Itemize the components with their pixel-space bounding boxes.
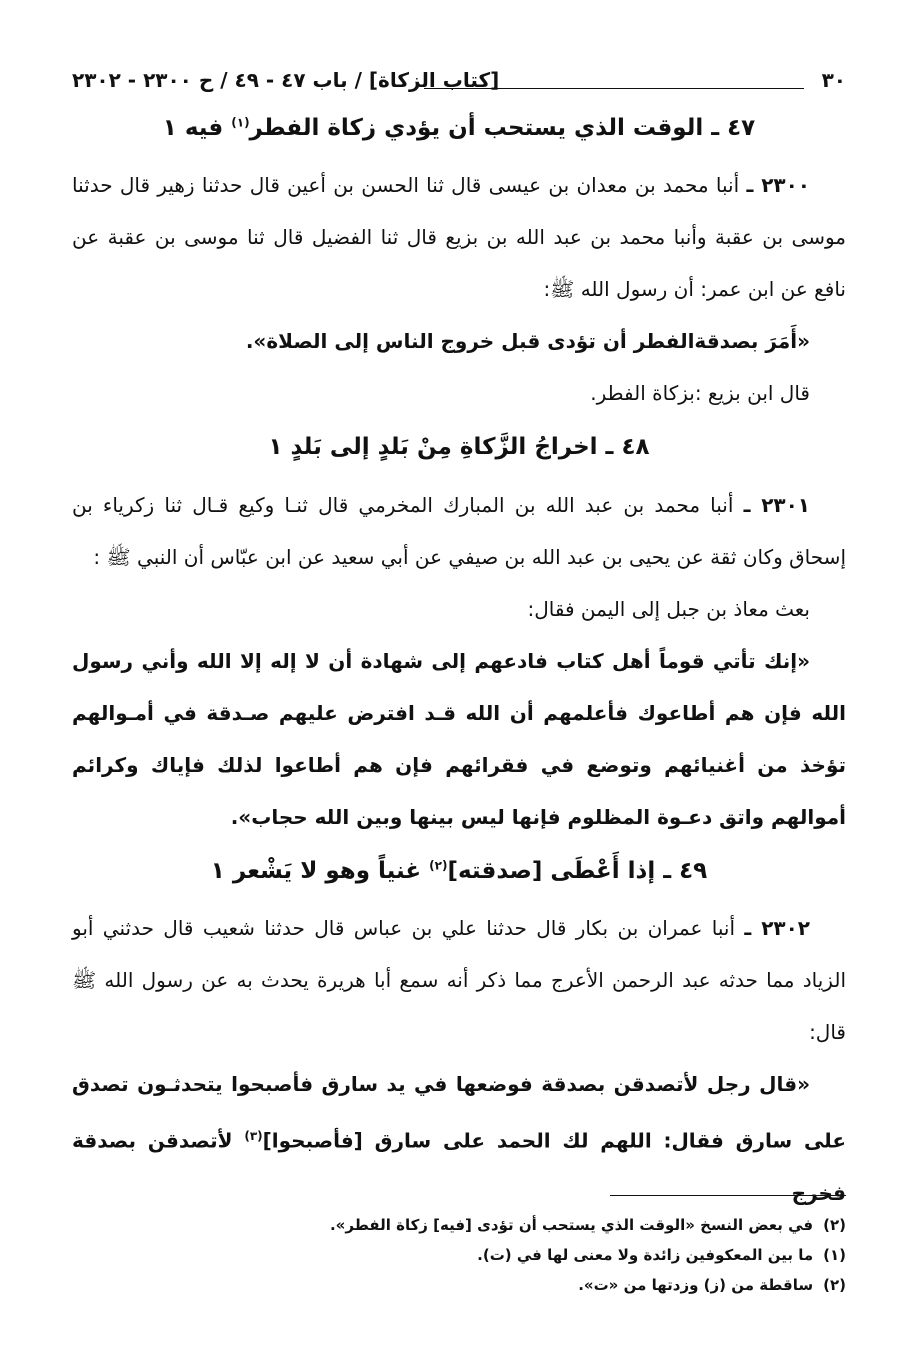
hadith-2301 <box>72 479 846 583</box>
footnote <box>72 1270 846 1300</box>
footnote-ref: (١) <box>231 115 250 130</box>
hadith-text: أنبا عمران بن بكار قال حدثنا علي بن عباس قال حدثنا شعيب قال حدثني أبو الزياد مما حدثه عبد الرحمن الأعرج مما ذكر أنه سمع أبا هريرة يحدث به عن رسول الله ﷺ قال: <box>72 916 846 1045</box>
book-page <box>72 60 846 1317</box>
narration-line: بعث معاذ بن جبل إلى اليمن فقال: <box>527 596 810 621</box>
hadith-quote: «قال رجل لأتصدقن بصدقة فوضعها في يد سارق فأصبحوا يتحدثـون تصدق على سارق فقال: اللهم لك الحمد على سارق [فأصبحوا]$^{(٣)}$ لأتصدقن بصدقة فخرج <box>72 1072 847 1205</box>
hadith-number: ٢٣٠٠ ـ <box>746 173 811 198</box>
section-heading-47: ٤٧ ـ الوقت الذي يستحب أن يؤدي زكاة الفطر$^{(١)}$ فيه ١ <box>162 115 756 141</box>
footnote-ref: (٢) <box>429 858 448 873</box>
footnote-mark: (٢) <box>823 1216 846 1234</box>
page-number: ٣٠ <box>821 68 846 92</box>
footnote-text: في بعض النسخ «الوقت الذي يستحب أن تؤدى [فيه] زكاة الفطر». <box>329 1216 814 1234</box>
hadith-2300 <box>72 159 846 315</box>
hadith-text: أنبا محمد بن معدان بن عيسى قال ثنا الحسن بن أعين قال حدثنا زهير قال حدثنا موسى بن عقبة وأنبا محمد بن عبد الله بن بزيع قال ثنا الفضيل قال ثنا موسى بن عقبة عن نافع عن ابن عمر: أن رسول الله ﷺ: <box>72 173 846 302</box>
footnote-mark: (٢) <box>823 1276 846 1294</box>
footnote-text: ساقطة من (ز) وزدتها من «ت». <box>578 1276 814 1294</box>
hadith-number: ٢٣٠٢ ـ <box>744 916 811 941</box>
footnote <box>72 1210 846 1240</box>
footnote <box>72 1240 846 1270</box>
footnotes <box>72 1210 846 1300</box>
hadith-quote: «إنك تأتي قوماً أهل كتاب فادعهم إلى شهادة أن لا إله إلا الله وأني رسول الله فإن هم أطاعوك فأعلمهم أن الله قـد افترض عليهم صـدقة في أمـوالهم تؤخذ من أغنيائهم وتوضع في فقرائهم فإن هم أطاعوا لذلك فإياك وكرائم أموالهم واتق دعـوة المظلوم فإنها ليس بينها وبين الله حجاب». <box>72 648 846 829</box>
hadith-text: أنبا محمد بن عبد الله بن المبارك المخرمي قال ثنـا وكيع قـال ثنا زكرياء بن إسحاق وكان ثقة عن يحيى بن عبد الله بن صيفي عن أبي سعيد عن ابن عبّاس أن النبي ﷺ : <box>72 492 846 569</box>
running-header <box>72 60 846 100</box>
footnote-mark: (١) <box>823 1246 846 1264</box>
hadith-number: ٢٣٠١ ـ <box>743 492 811 517</box>
hadith-2302 <box>72 902 846 1058</box>
section-heading-48: ٤٨ ـ اخراجُ الزَّكاةِ مِنْ بَلدٍ إلى بَلدٍ ١ <box>268 434 650 461</box>
running-title: [كتاب الزكاة] / باب ٤٧ - ٤٩ / ح ٢٣٠٠ - ٢٣٠٢ <box>72 68 500 92</box>
footnote-rule <box>610 1195 846 1196</box>
hadith-quote: «أَمَرَ بصدقةالفطر أن تؤدى قبل خروج الناس إلى الصلاة». <box>245 329 810 354</box>
narrator-note: قال ابن بزيع :بزكاة الفطر. <box>590 381 810 406</box>
footnote-text: ما بين المعكوفين زائدة ولا معنى لها في (ت). <box>477 1246 814 1264</box>
section-heading-49: ٤٩ ـ إذا أَعْطَى [صدقته]$^{(٢)}$ غنياً وهو لا يَشْعر ١ <box>210 857 708 884</box>
footnote-ref: (٣) <box>244 1129 263 1144</box>
